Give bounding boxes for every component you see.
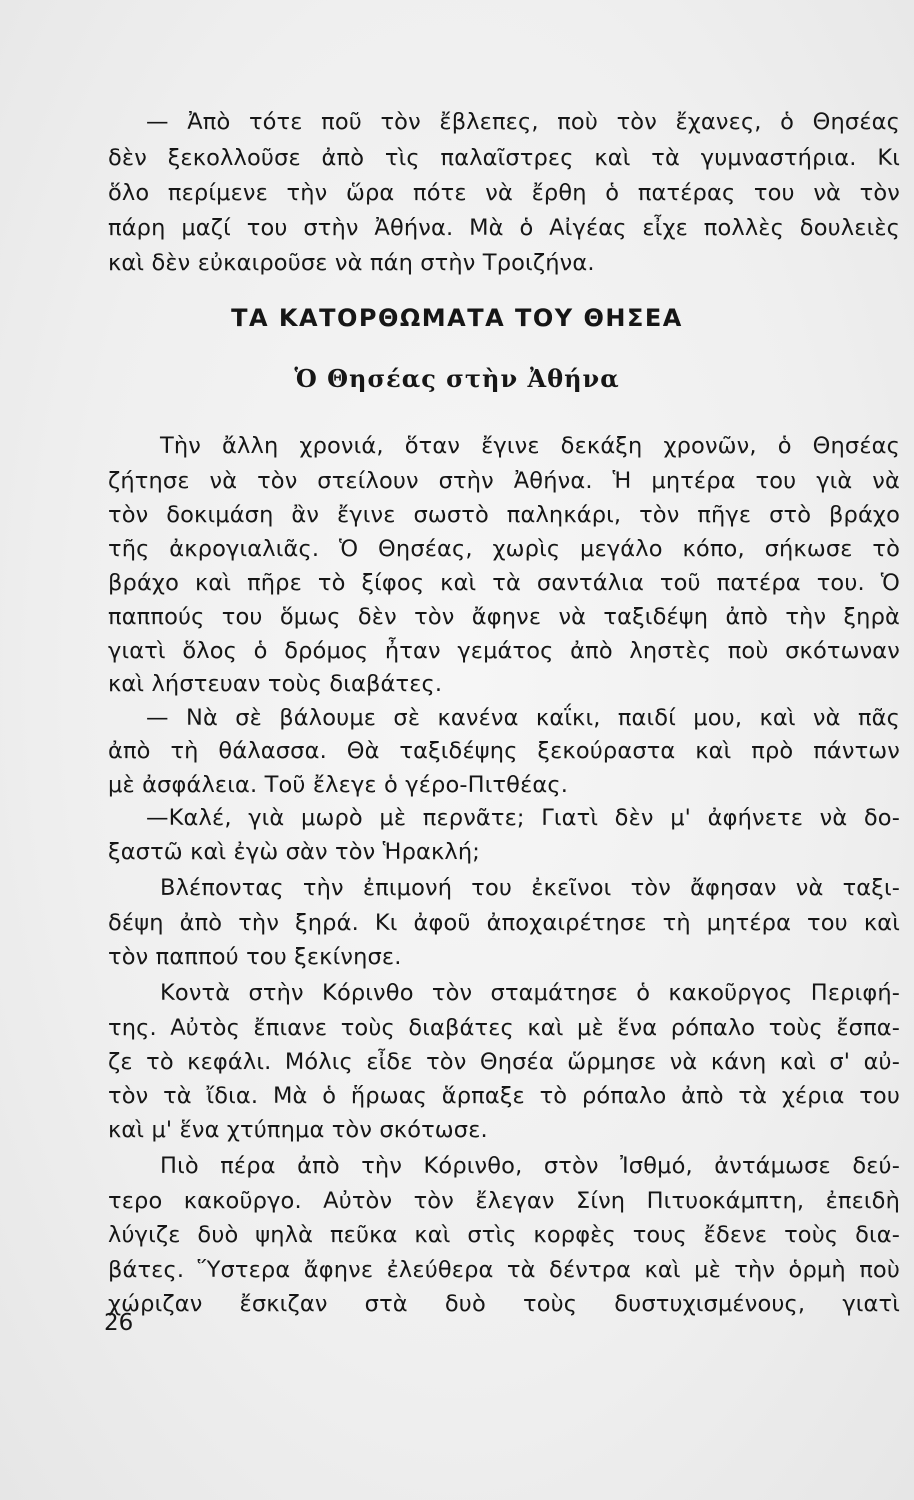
text-line: τὸν παππού του ξεκίνησε.: [108, 944, 402, 970]
text-line: βάτες. Ὕστερα ἄφηνε ἐλεύθερα τὰ δέντρα καὶ μὲ τὴν ὁρμὴ ποὺ: [108, 1257, 900, 1283]
text-line: ὅλο περίμενε τὴν ὥρα πότε νὰ ἔρθη ὁ πατέρας του νὰ τὸν: [108, 180, 900, 206]
text-line: Τὴν ἄλλη χρονιά, ὅταν ἔγινε δεκάξη χρονῶν, ὁ Θησέας: [160, 433, 900, 459]
text-line: τὸν δοκιμάση ἂν ἔγινε σωστὸ παληκάρι, τὸν πῆγε στὸ βράχο: [108, 502, 900, 528]
text-line: δέψη ἀπὸ τὴν ξηρά. Κι ἀφοῦ ἀποχαιρέτησε τὴ μητέρα του καὶ: [108, 910, 900, 936]
text-line: Πιὸ πέρα ἀπὸ τὴν Κόρινθο, στὸν Ἰσθμό, ἀντάμωσε δεύ-: [160, 1153, 900, 1179]
text-line: καὶ δὲν εὐκαιροῦσε νὰ πάη στὴν Τροιζήνα.: [108, 250, 595, 276]
text-line: γιατὶ ὅλος ὁ δρόμος ἦταν γεμάτος ἀπὸ ληστὲς ποὺ σκότωναν: [108, 638, 900, 664]
chapter-title: ΤΑ ΚΑΤΟΡΘΩΜΑΤΑ ΤΟΥ ΘΗΣΕΑ: [231, 304, 683, 332]
text-line: καὶ μ' ἕνα χτύπημα τὸν σκότωσε.: [108, 1117, 488, 1143]
text-line: ζήτησε νὰ τὸν στείλουν στὴν Ἀθήνα. Ἡ μητέρα του γιὰ νὰ: [108, 468, 900, 494]
text-line: —Καλέ, γιὰ μωρὸ μὲ περνᾶτε; Γιατὶ δὲν μ' ἀφήνετε νὰ δο-: [146, 805, 900, 831]
text-line: ξαστῶ καὶ ἐγὼ σὰν τὸν Ἡρακλή;: [108, 839, 481, 865]
text-line: καὶ λήστευαν τοὺς διαβάτες.: [108, 671, 443, 697]
text-line: βράχο καὶ πῆρε τὸ ξίφος καὶ τὰ σαντάλια τοῦ πατέρα του. Ὁ: [108, 570, 900, 596]
text-line: Βλέποντας τὴν ἐπιμονή του ἐκεῖνοι τὸν ἄφησαν νὰ ταξι-: [160, 875, 900, 901]
page-number: 26: [104, 1310, 134, 1336]
section-subtitle: Ὁ Θησέας στὴν Ἀθήνα: [294, 364, 620, 393]
text-line: δὲν ξεκολλοῦσε ἀπὸ τὶς παλαῖστρες καὶ τὰ γυμναστήρια. Κι: [108, 145, 900, 171]
text-line: ἀπὸ τὴ θάλασσα. Θὰ ταξιδέψης ξεκούραστα καὶ πρὸ πάντων: [108, 738, 900, 764]
text-line: της. Αὐτὸς ἔπιανε τοὺς διαβάτες καὶ μὲ ἕνα ρόπαλο τοὺς ἔσπα-: [108, 1015, 900, 1041]
text-line: παππούς του ὅμως δὲν τὸν ἄφηνε νὰ ταξιδέψη ἀπὸ τὴν ξηρὰ: [108, 604, 900, 630]
text-line: Κοντὰ στὴν Κόρινθο τὸν σταμάτησε ὁ κακοῦργος Περιφή-: [160, 980, 900, 1006]
text-line: χώριζαν ἔσκιζαν στὰ δυὸ τοὺς δυστυχισμένους, γιατὶ: [108, 1291, 900, 1317]
text-line: τῆς ἀκρογιαλιᾶς. Ὁ Θησέας, χωρὶς μεγάλο κόπο, σήκωσε τὸ: [108, 536, 900, 562]
text-line: — Νὰ σὲ βάλουμε σὲ κανένα καΐκι, παιδί μου, καὶ νὰ πᾶς: [146, 705, 900, 731]
text-line: ζε τὸ κεφάλι. Μόλις εἶδε τὸν Θησέα ὥρμησε νὰ κάνη καὶ σ' αὐ-: [108, 1049, 900, 1075]
text-line: τὸν τὰ ἴδια. Μὰ ὁ ἥρωας ἅρπαξε τὸ ρόπαλο ἀπὸ τὰ χέρια του: [108, 1083, 900, 1109]
text-line: πάρη μαζί του στὴν Ἀθήνα. Μὰ ὁ Αἰγέας εἶχε πολλὲς δουλειὲς: [108, 215, 900, 241]
text-line: μὲ ἀσφάλεια. Τοῦ ἔλεγε ὁ γέρο-Πιτθέας.: [108, 772, 569, 798]
text-line: — Ἀπὸ τότε ποῦ τὸν ἔβλεπες, ποὺ τὸν ἔχανες, ὁ Θησέας: [146, 109, 900, 135]
text-line: τερο κακοῦργο. Αὐτὸν τὸν ἔλεγαν Σίνη Πιτυοκάμπτη, ἐπειδὴ: [108, 1188, 900, 1214]
text-line: λύγιζε δυὸ ψηλὰ πεῦκα καὶ στὶς κορφὲς τους ἔδενε τοὺς δια-: [108, 1222, 900, 1248]
